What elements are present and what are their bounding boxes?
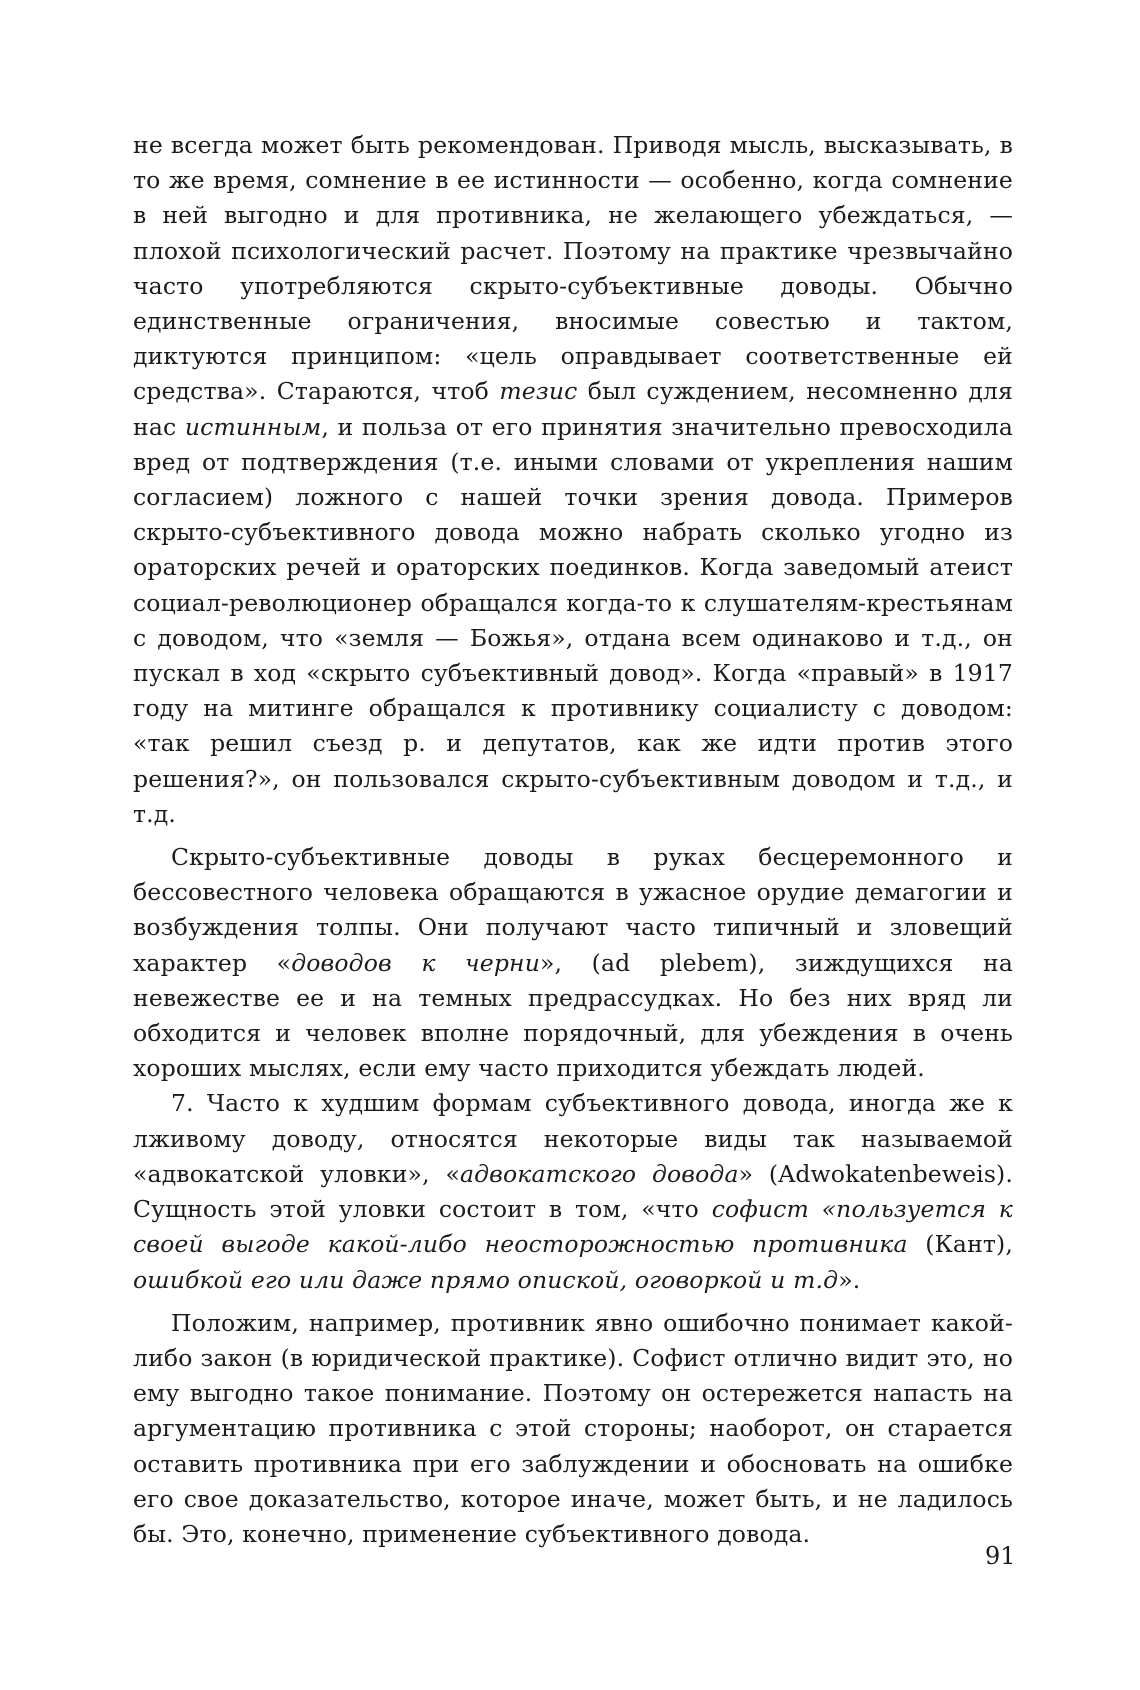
- paragraph-1-text-3: , и польза от его принятия значительно превосходила вред от подтверждения (т.е. иными словами от укрепления нашим согласием) ложного с нашей точки зрения довода. Примеров скрыто-субъективного довода можно набрать сколько угодно из ораторских речей и ораторских поединков. Когда заведомый атеист социал-революционер обращался когда-то к слушателям-крестьянам с доводом, что «земля — Божья», отдана всем одинаково и т.д., он пускал в ход «скрыто субъективный довод». Когда «правый» в 1917 году на митинге обращался к противнику социалисту с доводом: «так решил съезд р. и депутатов, как же идти против этого решения?», он пользовался скрыто-субъективным доводом и т.д., и т.д.: [133, 412, 1014, 828]
- term-tezis: тезис: [499, 377, 578, 406]
- paragraph-3-text-3: (Кант),: [907, 1230, 1013, 1259]
- term-advokatskogo-dovoda: адвокатского довода: [459, 1159, 739, 1188]
- paragraph-3-text-4: ».: [838, 1265, 861, 1294]
- paragraph-4-text-1: Положим, например, противник явно ошибочно понимает какой-либо закон (в юридической практике). Софист отлично видит это, но ему выгодно такое понимание. Поэтому он остережется напасть на аргументацию противника с этой стороны; наоборот, он старается оставить противника при его заблуждении и обосновать на ошибке его свое доказательство, которое иначе, может быть, и не ладилось бы. Это, конечно, применение субъективного довода.: [133, 1308, 1013, 1548]
- term-istinnym: истинным: [184, 412, 322, 441]
- paragraph-2-text-1: Скрыто-субъективные доводы в руках бесцеремонного и бессовестного человека обращаются в ужасное орудие демагогии и возбуждения толпы. Они получают часто типичный и зловещий характер «: [133, 843, 1013, 977]
- page-body: [133, 128, 1013, 1552]
- paragraph-4: [133, 1306, 1013, 1552]
- paragraph-2-text-2: », (ad plebem), зиждущихся на невежестве ее и на темных предрассудках. Но без них вряд ли обходится и человек вполне порядочный, для убеждения в очень хороших мыслях, если ему часто приходится убеждать людей.: [133, 948, 1013, 1083]
- paragraph-1: [133, 128, 1013, 832]
- paragraph-3: [133, 1086, 1013, 1297]
- quote-kant-2: ошибкой его или даже прямо опиской, оговоркой и т.д: [133, 1265, 839, 1294]
- paragraph-1-text-2: был суждением, несомненно для нас: [133, 377, 1013, 441]
- paragraph-3-text-1: 7. Часто к худшим формам субъективного довода, иногда же к лживому доводу, относятся некоторые виды так называемой «адвокатской уловки», «: [133, 1089, 1013, 1188]
- paragraph-2: [133, 840, 1013, 1086]
- paragraph-3-text-2: » (Adwokatenbeweis). Сущность этой уловки состоит в том, «что: [133, 1159, 1013, 1224]
- page-number: 91: [985, 1542, 1016, 1570]
- paragraph-1-text-1: не всегда может быть рекомендован. Приводя мысль, высказывать, в то же время, сомнение в ее истинности — особенно, когда сомнение в ней выгодно и для противника, не желающего убеждаться, — плохой психологический расчет. Поэтому на практике чрезвычайно часто употребляются скрыто-субъективные доводы. Обычно единственные ограничения, вносимые совестью и тактом, диктуются принципом: «цель оправдывает соответственные ей средства». Стараются, чтоб: [133, 131, 1013, 406]
- term-dovodov-k-cherni: доводов к черни: [291, 948, 540, 977]
- quote-kant-1: софист «пользуется к своей выгоде какой-либо неосторожностью противника: [133, 1195, 1013, 1259]
